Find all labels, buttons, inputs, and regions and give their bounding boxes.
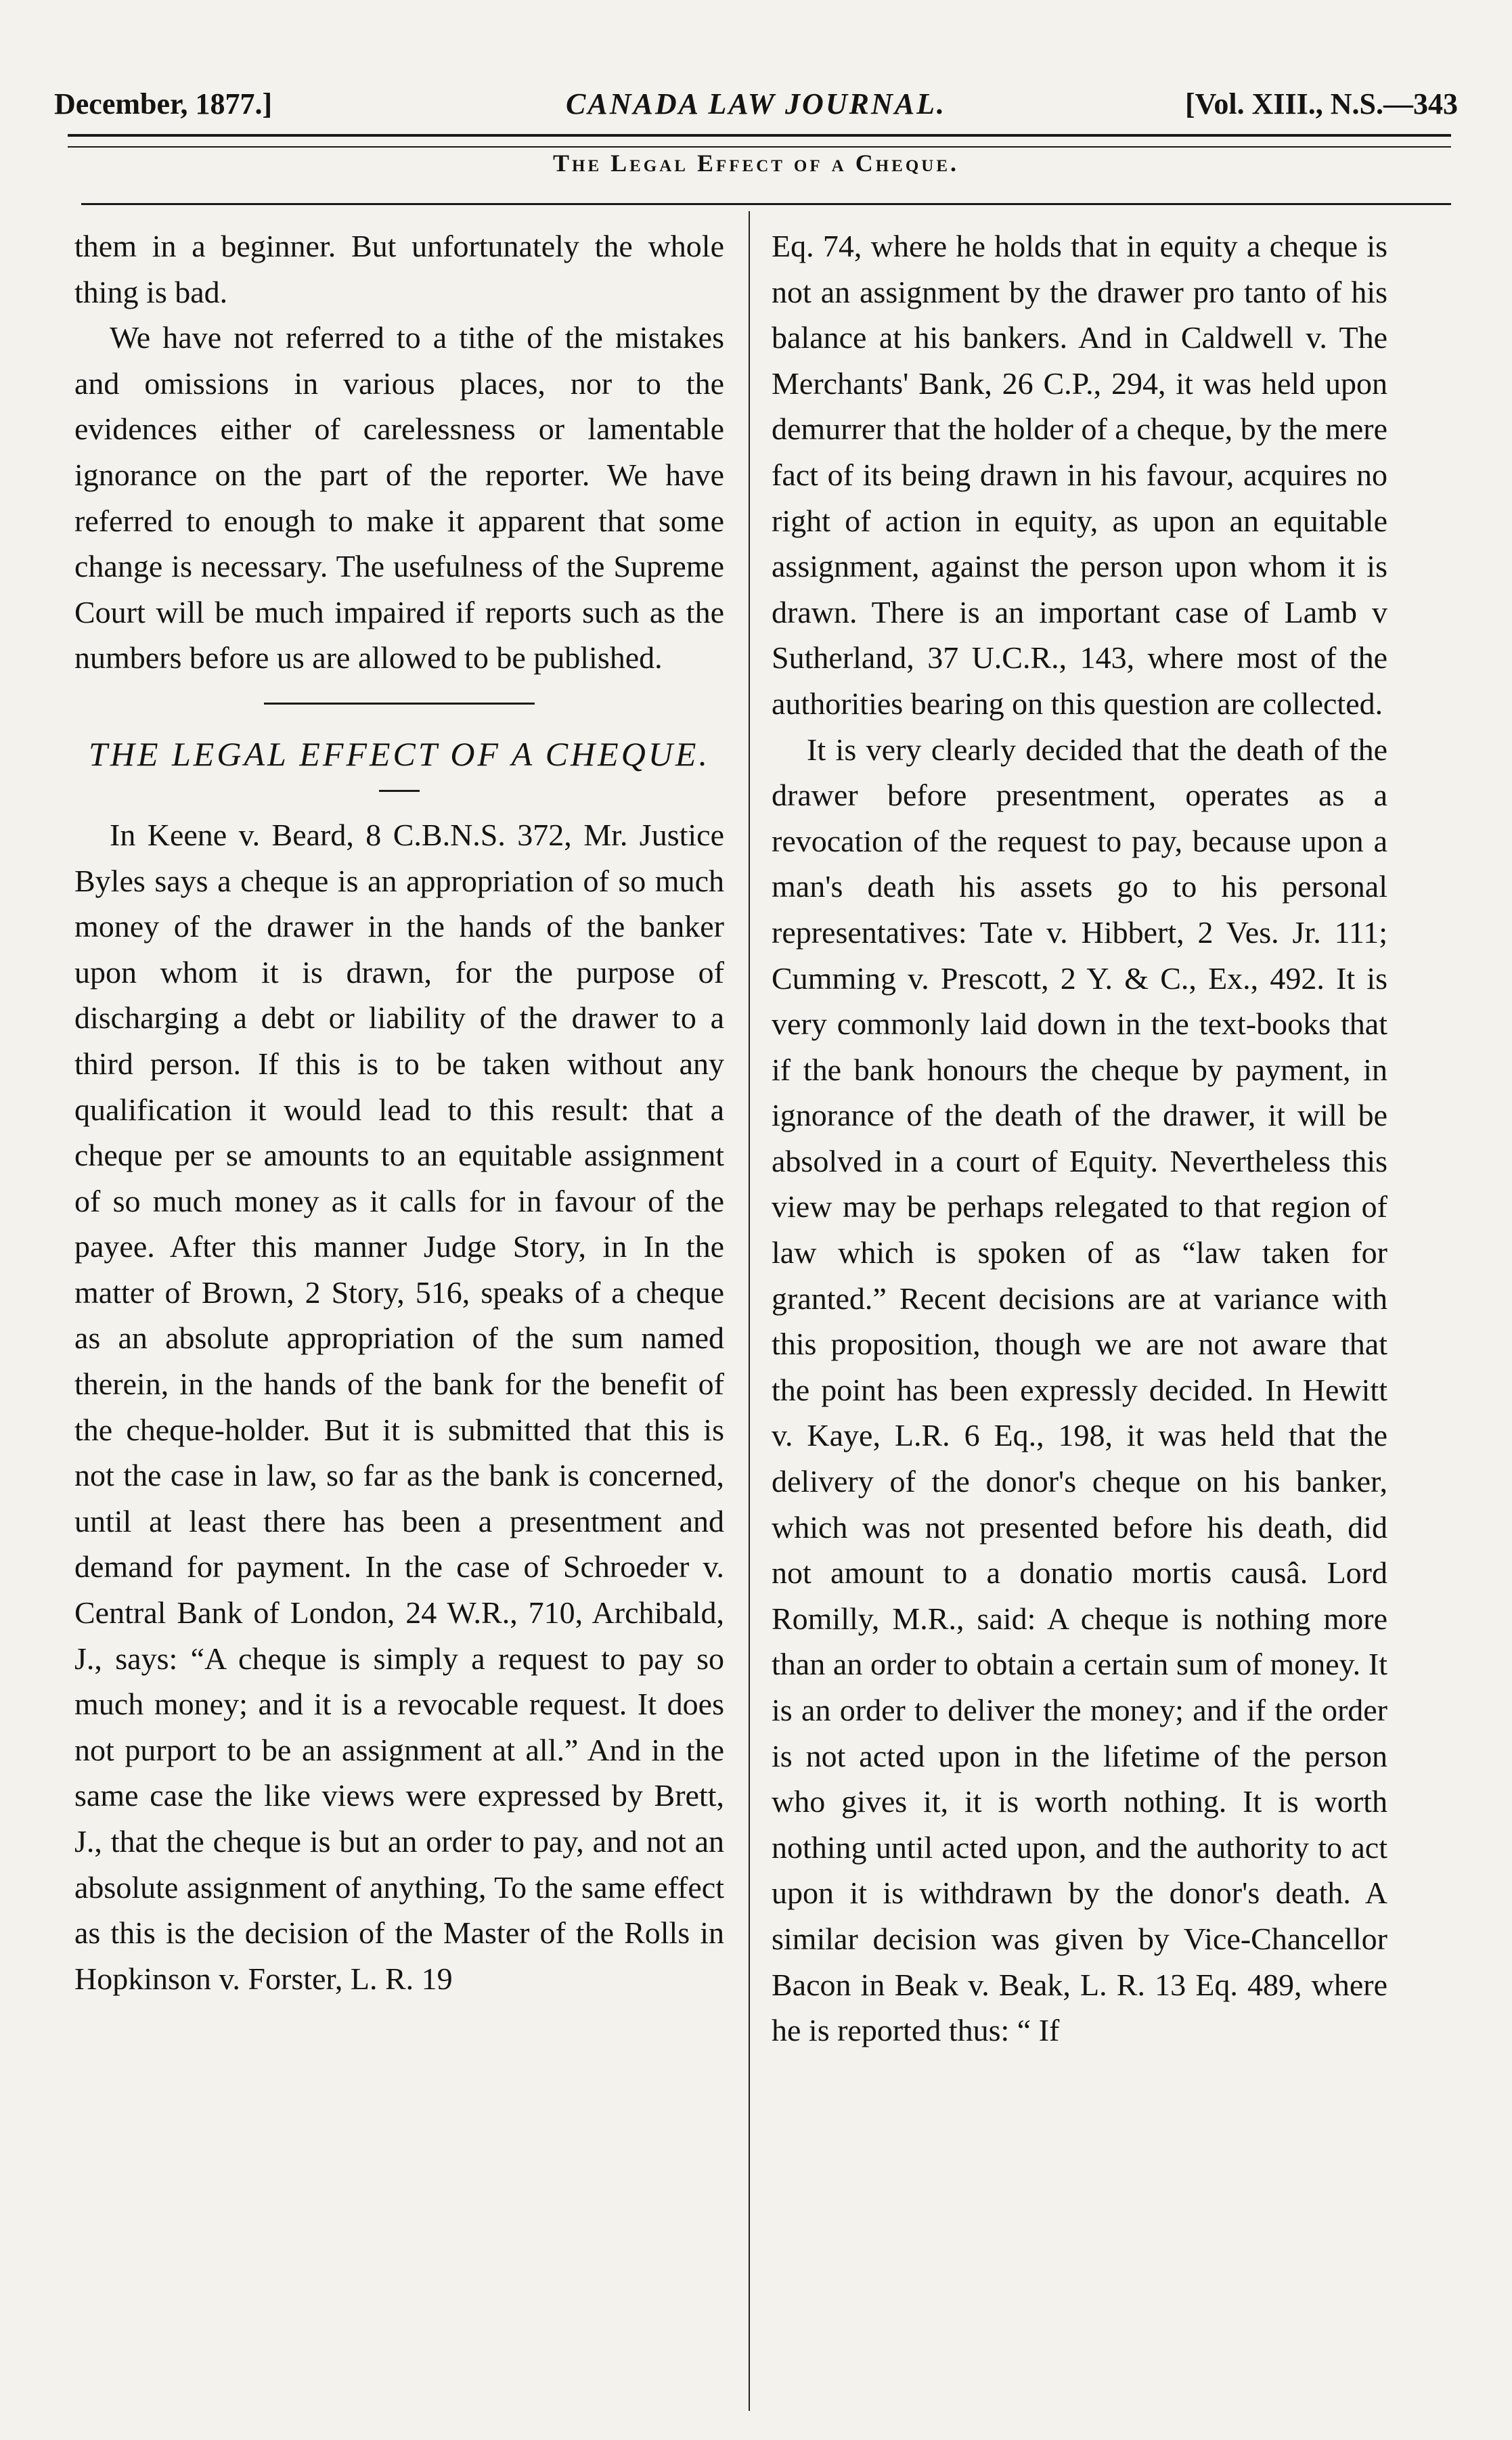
right-column — [772, 223, 1387, 2054]
section-subheader: The Legal Effect of a Cheque. — [552, 150, 959, 177]
article-separator-rule — [264, 703, 535, 705]
column-divider — [749, 211, 750, 2411]
left-paragraph-3: In Keene v. Beard, 8 C.B.N.S. 372, Mr. Justice Byles says a cheque is an appropriation of so much money of the drawer in the hands of the banker upon whom it is drawn, for the purpose of discharging a debt or liability of the drawer to a third person. If this is to be taken without any qualification it would lead to this result: that a cheque per se amounts to an equitable assignment of so much money as it calls for in favour of the payee. After this manner Judge Story, in In the matter of Brown, 2 Story, 516, speaks of a cheque as an absolute appropriation of the sum named therein, in the hands of the bank for the benefit of the cheque-holder. But it is submitted that this is not the case in law, so far as the bank is concerned, until at least there has been a presentment and demand for payment. In the case of Schroeder v. Central Bank of London, 24 W.R., 710, Archibald, J., says: “A cheque is simply a request to pay so much money; and it is a revocable request. It does not purport to be an assignment at all.” And in the same case the like views were expressed by Brett, J., that the cheque is but an order to pay, and not an absolute assignment of anything, To the same effect as this is the decision of the Master of the Rolls in Hopkinson v. Forster, L. R. 19 — [74, 817, 724, 1996]
subheader-rule — [81, 203, 1451, 205]
left-column — [74, 223, 724, 2001]
article-title: THE LEGAL EFFECT OF A CHEQUE. — [89, 734, 710, 773]
left-paragraph-1: them in a beginner. But unfortunately the whole thing is bad. — [74, 229, 724, 309]
running-head — [54, 80, 1458, 127]
right-paragraph-1: Eq. 74, where he holds that in equity a cheque is not an assignment by the drawer pro tanto of his balance at his bankers. And in Caldwell v. The Merchants' Bank, 26 C.P., 294, it was held upon demurrer that the holder of a cheque, by the mere fact of its being drawn in his favour, acquires no right of action in equity, as upon an equitable assignment, against the person upon whom it is drawn. There is an important case of Lamb v Sutherland, 37 U.C.R., 143, where most of the authorities bearing on this question are collected. — [772, 229, 1387, 721]
header-double-rule — [68, 134, 1451, 148]
left-paragraph-2: We have not referred to a tithe of the mistakes and omissions in various places, nor to the evidences either of carelessness or lamentable ignorance on the part of the reporter. We have referred to enough to make it apparent that some change is necessary. The usefulness of the Supreme Court will be much impaired if reports such as the numbers before us are allowed to be published. — [74, 320, 724, 675]
header-journal-title: CANADA LAW JOURNAL. — [566, 87, 946, 120]
header-volume-page: [Vol. XIII., N.S.—343 — [1184, 87, 1458, 120]
title-dash — [379, 790, 420, 792]
right-paragraph-2: It is very clearly decided that the death of the drawer before presentment, operates as a revocation of the request to pay, because upon a man's death his assets go to his personal representatives: Tate v. Hibbert, 2 Ves. Jr. 111; Cumming v. Prescott, 2 Y. & C., Ex., 492. It is very commonly laid down in the text-books that if the bank honours the cheque by payment, in ignorance of the death of the drawer, it will be absolved in a court of Equity. Nevertheless this view may be perhaps relegated to that region of law which is spoken of as “law taken for granted.” Recent decisions are at variance with this proposition, though we are not aware that the point has been expressly decided. In Hewitt v. Kaye, L.R. 6 Eq., 198, it was held that the delivery of the donor's cheque on his banker, which was not presented before his death, did not amount to a donatio mortis causâ. Lord Romilly, M.R., said: A cheque is nothing more than an order to obtain a certain sum of money. It is an order to deliver the money; and if the order is not acted upon in the lifetime of the person who gives it, it is worth nothing. It is worth nothing until acted upon, and the authority to act upon it is withdrawn by the donor's death. A similar decision was given by Vice-Chancellor Bacon in Beak v. Beak, L. R. 13 Eq. 489, where he is reported thus: “ If — [772, 732, 1387, 2048]
header-date: December, 1877.] — [54, 87, 273, 120]
